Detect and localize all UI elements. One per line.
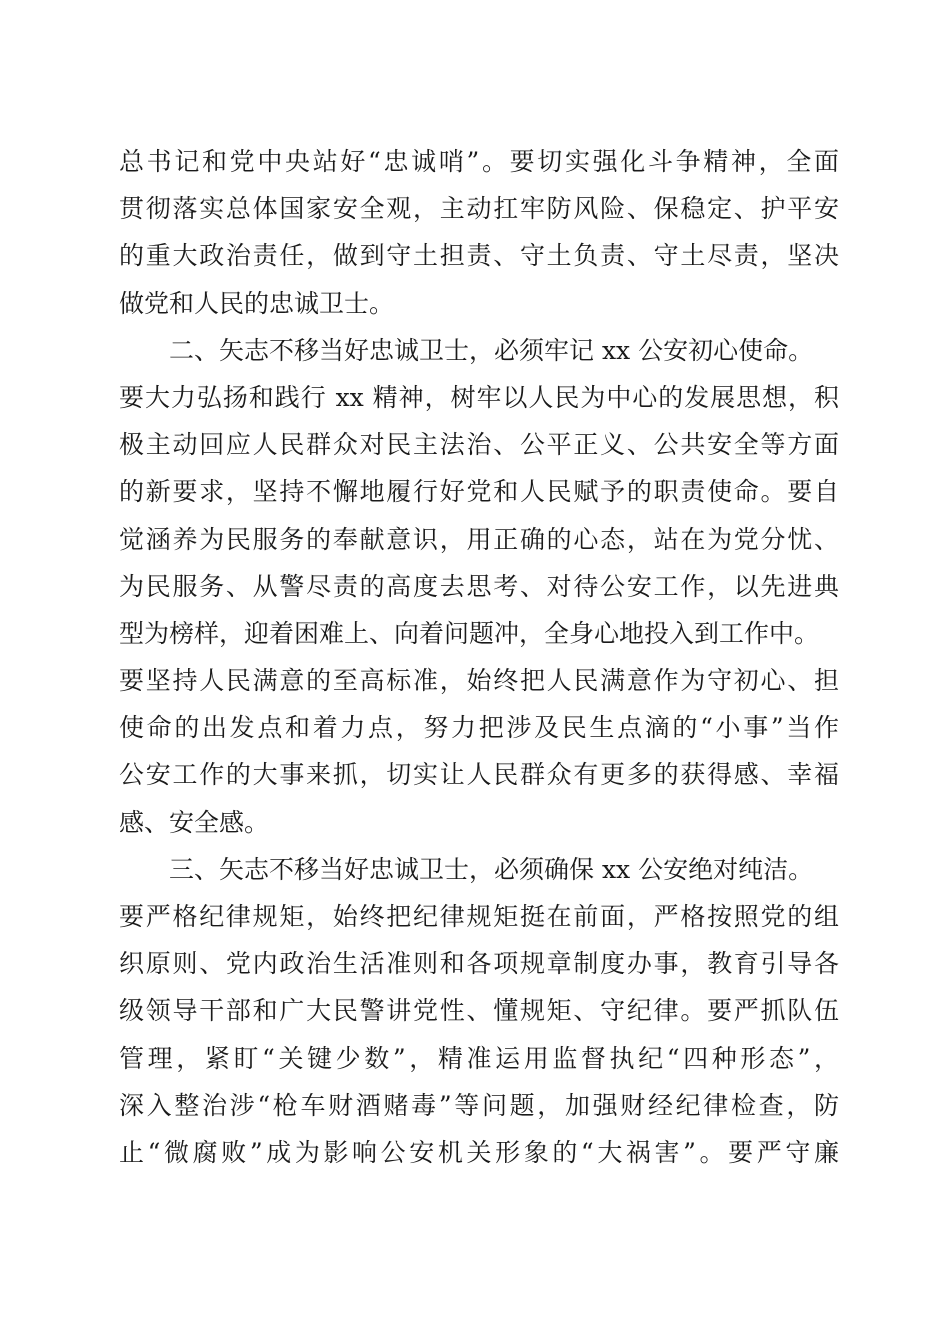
text-line: 级领导干部和广大民警讲党性、懂规矩、守纪律。要严抓队伍 (119, 996, 839, 1026)
text-line: 要大力弘扬和践行 xx 精神，树牢以人民为中心的发展思想，积 (119, 382, 839, 412)
section-heading-line: 三、矢志不移当好忠诚卫士，必须确保 xx 公安绝对纯洁。 (169, 854, 814, 884)
text-line: 极主动回应人民群众对民主法治、公平正义、公共安全等方面 (119, 430, 839, 460)
text-line: 要坚持人民满意的至高标准，始终把人民满意作为守初心、担 (119, 666, 839, 696)
text-line: 使命的出发点和着力点，努力把涉及民生点滴的“小事”当作 (119, 713, 839, 743)
text-line: 止“微腐败”成为影响公安机关形象的“大祸害”。要严守廉 (119, 1137, 839, 1167)
text-line: 贯彻落实总体国家安全观，主动扛牢防风险、保稳定、护平安 (119, 194, 839, 224)
text-line: 公安工作的大事来抓，切实让人民群众有更多的获得感、幸福 (119, 760, 839, 790)
text-line: 的新要求，坚持不懈地履行好党和人民赋予的职责使命。要自 (119, 477, 839, 507)
text-line: 感、安全感。 (119, 807, 270, 837)
text-line: 深入整治涉“枪车财酒赌毒”等问题，加强财经纪律检查，防 (119, 1090, 839, 1120)
text-line: 要严格纪律规矩，始终把纪律规矩挺在前面，严格按照党的组 (119, 902, 839, 931)
text-line: 做党和人民的忠诚卫士。 (119, 288, 395, 318)
text-line: 的重大政治责任，做到守土担责、守土负责、守土尽责，坚决 (119, 241, 839, 271)
text-line: 觉涵养为民服务的奉献意识，用正确的心态，站在为党分忧、 (119, 524, 839, 554)
text-line: 管理，紧盯“关键少数”，精准运用监督执纪“四种形态”， (119, 1043, 839, 1073)
text-line: 为民服务、从警尽责的高度去思考、对待公安工作，以先进典 (119, 571, 839, 601)
body-text (119, 138, 839, 1176)
text-line: 型为榜样，迎着困难上、向着问题冲，全身心地投入到工作中。 (119, 618, 820, 648)
text-line: 总书记和党中央站好“忠诚哨”。要切实强化斗争精神，全面 (119, 147, 839, 176)
text-line: 织原则、党内政治生活准则和各项规章制度办事，教育引导各 (119, 949, 839, 979)
section-heading-line: 二、矢志不移当好忠诚卫士，必须牢记 xx 公安初心使命。 (169, 335, 814, 365)
